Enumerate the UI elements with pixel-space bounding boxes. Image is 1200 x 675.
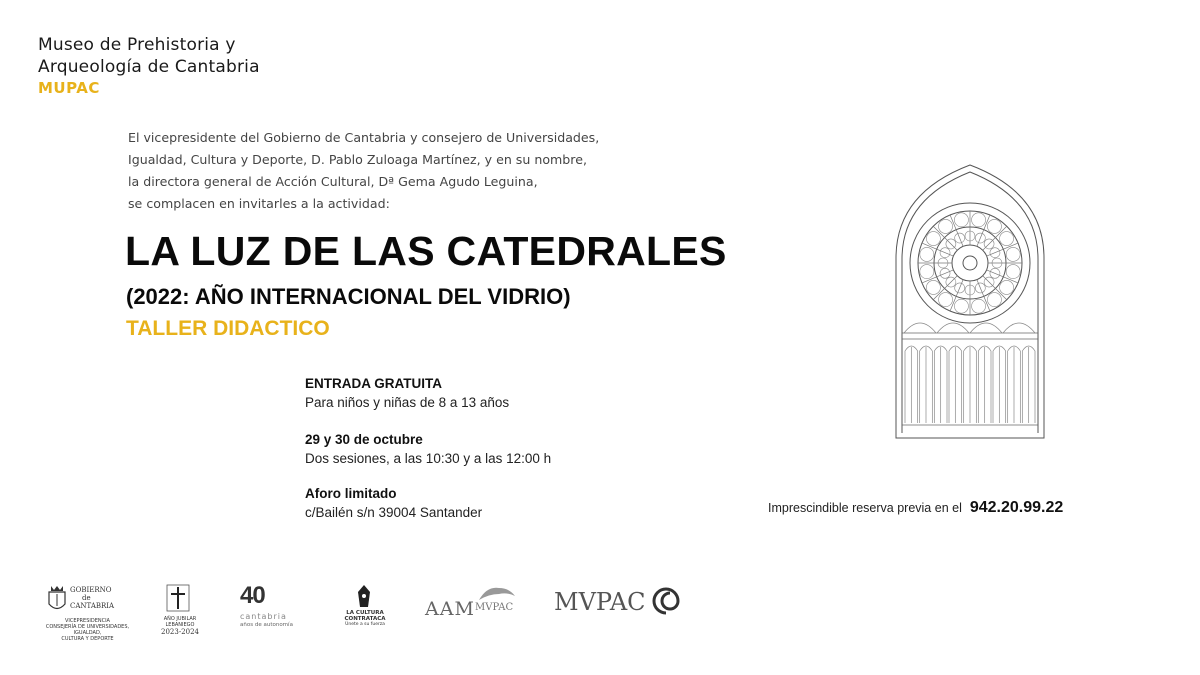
detail-text: Dos sesiones, a las 10:30 y a las 12:00 h: [305, 451, 552, 466]
jubilar-line3: 2023-2024: [161, 628, 199, 636]
museum-acronym: MUPAC: [38, 79, 100, 97]
intro-line: la directora general de Acción Cultural, Dª Gema Agudo Leguina,: [128, 174, 538, 189]
intro-line: Igualdad, Cultura y Deporte, D. Pablo Zuloaga Martínez, y en su nombre,: [128, 152, 587, 167]
detail-block: [305, 484, 625, 522]
cultura-sub: Únete a su fuerza: [345, 622, 385, 627]
autonomia-number: 40: [240, 582, 265, 609]
reservation-note: [768, 499, 1063, 517]
detail-heading: ENTRADA GRATUITA: [305, 376, 442, 391]
gobierno-line3: CANTABRIA: [70, 602, 115, 610]
museum-name-line1: Museo de Prehistoria y: [38, 35, 236, 55]
spiral-icon: [651, 586, 681, 616]
reservation-phone: 942.20.99.22: [969, 499, 1064, 516]
gobierno-line1: GOBIERNO: [70, 586, 112, 594]
autonomia-name: cantabria: [240, 612, 287, 621]
gobierno-line2: de: [82, 594, 91, 602]
aam-name: AAM: [425, 598, 475, 620]
figure-icon: [356, 584, 372, 608]
gobierno-sub2: CONSEJERÍA DE UNIVERSIDADES, IGUALDAD,: [45, 624, 130, 636]
museum-header: [38, 34, 260, 98]
museum-name-line2: Arqueología de Cantabria: [38, 57, 260, 77]
jubilar-line2: LEBANIEGO: [165, 622, 195, 628]
intro-line: El vicepresidente del Gobierno de Cantabria y consejero de Universidades,: [128, 130, 600, 145]
intro-line: se complacen en invitarles a la actividad:: [128, 196, 390, 211]
detail-heading: Aforo limitado: [305, 486, 397, 501]
mvpac-name: MVPAC: [554, 588, 646, 616]
autonomia-sub: años de autonomía: [240, 622, 293, 628]
cultura-line1: LA CULTURA: [346, 610, 384, 616]
jubilar-line1: AÑO JUBILAR: [163, 616, 197, 622]
coat-of-arms-icon: [46, 584, 68, 614]
cross-icon: [164, 582, 192, 614]
reservation-text: Imprescindible reserva previa en el: [768, 501, 962, 515]
detail-block: [305, 374, 625, 412]
event-type: TALLER DIDACTICO: [126, 317, 330, 340]
cultura-line2: CONTRATACA: [344, 616, 386, 622]
detail-text: Para niños y niñas de 8 a 13 años: [305, 395, 510, 410]
event-subtitle: (2022: AÑO INTERNACIONAL DEL VIDRIO): [126, 284, 571, 309]
event-title: LA LUZ DE LAS CATEDRALES: [125, 228, 727, 274]
animal-icon: [477, 582, 517, 604]
detail-heading: 29 y 30 de octubre: [305, 432, 423, 447]
gothic-window-illustration: [890, 163, 1050, 443]
gobierno-sub3: CULTURA Y DEPORTE: [61, 636, 114, 642]
detail-block: [305, 430, 625, 468]
invitation-intro: [128, 127, 688, 215]
gobierno-sub1: VICEPRESIDENCIA: [65, 618, 110, 624]
detail-text: c/Bailén s/n 39004 Santander: [305, 505, 483, 520]
aam-sub: MVPAC: [475, 602, 514, 613]
sponsor-logos: [40, 582, 720, 652]
